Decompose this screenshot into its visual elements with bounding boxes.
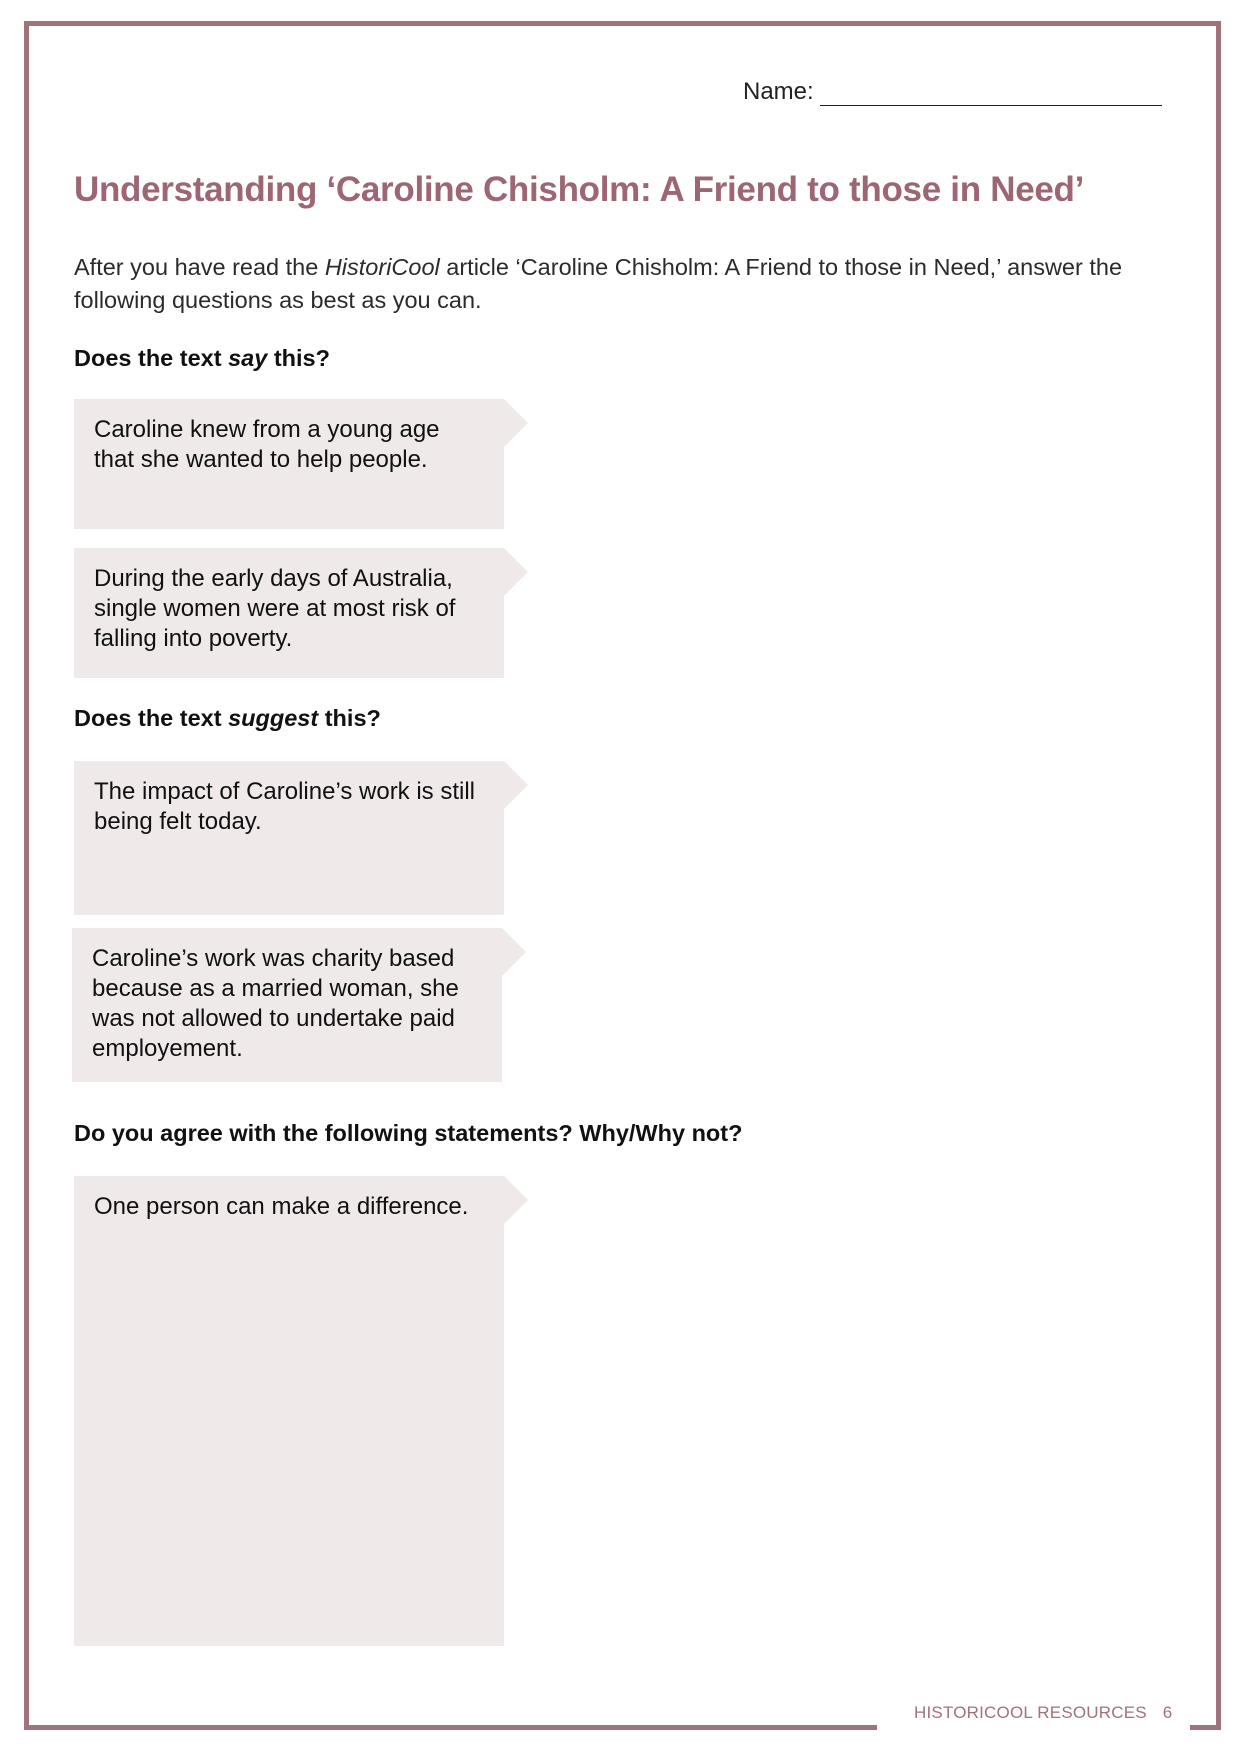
statement-text: Caroline knew from a young age that she wanted to help people. (94, 416, 440, 473)
heading-emphasis: say (228, 345, 268, 371)
statement-box[interactable] (74, 548, 504, 678)
statement-box[interactable] (74, 1176, 504, 1646)
statement-arrow (502, 928, 526, 976)
name-blank-line[interactable] (820, 79, 1162, 106)
heading-text: this? (267, 345, 330, 371)
statement-arrow (504, 548, 528, 596)
statement-box[interactable] (74, 399, 504, 529)
page-title: Understanding ‘Caroline Chisholm: A Friend to those in Need’ (74, 170, 1085, 209)
page-frame-bottom-left (24, 1725, 877, 1730)
heading-text: Does the text (74, 345, 229, 371)
page-frame-bottom-right (1190, 1725, 1221, 1730)
intro-text-before: After you have read the (74, 254, 325, 280)
statement-box[interactable] (72, 928, 502, 1082)
page-frame-right (1216, 21, 1221, 1730)
name-field[interactable] (743, 78, 1162, 106)
section-heading-say (74, 345, 330, 372)
statement-text: During the early days of Australia, single women were at most risk of falling into poverty. (94, 565, 456, 652)
statement-box[interactable] (74, 761, 504, 915)
heading-text: Does the text (74, 705, 229, 731)
page-frame-left (24, 21, 29, 1730)
statement-text: Caroline’s work was charity based because as a married woman, she was not allowed to undertake paid employement. (92, 945, 459, 1062)
statement-arrow (504, 761, 528, 809)
heading-emphasis: suggest (228, 705, 319, 731)
statement-text: One person can make a difference. (94, 1193, 469, 1220)
statement-arrow (504, 1176, 528, 1224)
name-label: Name: (743, 78, 814, 105)
statement-text: The impact of Caroline’s work is still being felt today. (94, 778, 476, 835)
footer-label: HISTORICOOL RESOURCES (914, 1703, 1147, 1722)
section-heading-suggest (74, 705, 381, 732)
page-footer (914, 1703, 1172, 1723)
heading-text: this? (318, 705, 381, 731)
intro-paragraph (74, 251, 1164, 317)
page-frame-top (24, 21, 1221, 26)
section-heading-agree: Do you agree with the following statements? Why/Why not? (74, 1120, 743, 1146)
statement-arrow (504, 399, 528, 447)
page-number: 6 (1162, 1703, 1173, 1722)
intro-text-after: article ‘Caroline Chisholm: A Friend to those in Need,’ answer the following questions as best as you can. (74, 254, 1123, 313)
intro-emphasis: HistoriCool (324, 254, 440, 280)
